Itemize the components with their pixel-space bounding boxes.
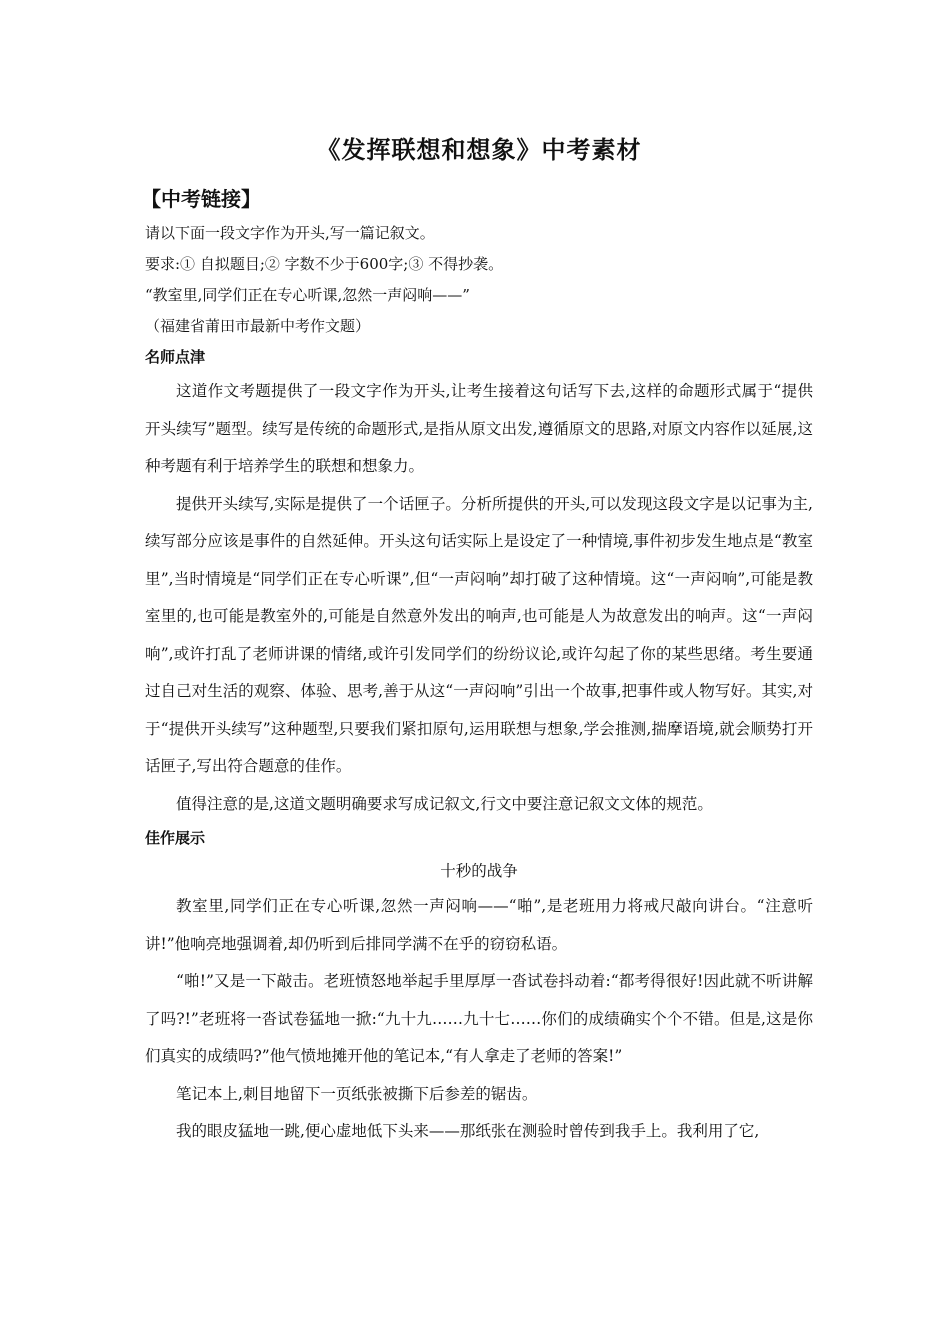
prompt-line: “教室里,同学们正在专心听课,忽然一声闷响——” bbox=[145, 286, 470, 304]
section-heading: 【中考链接】 bbox=[141, 187, 261, 211]
essay-paragraph: “啪!”又是一下敲击。老班愤怒地举起手里厚厚一沓试卷抖动着:“都考得很好!因此就不听讲解了吗?!”老班将一沓试卷猛地一掀:“九十九……九十七……你们的成绩确实个个不错。但是,这是你们真实的成绩吗?”他气愤地摊开他的笔记本,“有人拿走了老师的答案!” bbox=[145, 972, 813, 1065]
essay-paragraph: 教室里,同学们正在专心听课,忽然一声闷响——“啪”,是老班用力将戒尺敲向讲台。“注意听讲!”他响亮地强调着,却仍听到后排同学满不在乎的窃窃私语。 bbox=[145, 897, 813, 953]
prompt-line: 要求:① 自拟题目;② 字数不少于600字;③ 不得抄袭。 bbox=[145, 255, 504, 273]
prompt-source-line: （福建省莆田市最新中考作文题） bbox=[145, 317, 371, 335]
essay-paragraph: 我的眼皮猛地一跳,便心虚地低下头来——那纸张在测验时曾传到我手上。我利用了它, bbox=[176, 1122, 760, 1140]
document-title: 《发挥联想和想象》中考素材 bbox=[316, 136, 642, 164]
teacher-paragraph: 这道作文考题提供了一段文字作为开头,让考生接着这句话写下去,这样的命题形式属于“提供开头续写”题型。续写是传统的命题形式,是指从原文出发,遵循原文的思路,对原文内容作以延展,这种考题有利于培养学生的联想和想象力。 bbox=[145, 382, 813, 475]
teacher-heading: 名师点津 bbox=[145, 348, 206, 366]
teacher-paragraph: 值得注意的是,这道文题明确要求写成记叙文,行文中要注意记叙文文体的规范。 bbox=[176, 794, 713, 813]
essay-title: 十秒的战争 bbox=[440, 862, 518, 880]
document-content bbox=[141, 130, 813, 1151]
teacher-paragraph: 提供开头续写,实际是提供了一个话匣子。分析所提供的开头,可以发现这段文字是以记事为主,续写部分应该是事件的自然延伸。开头这句话实际上是设定了一种情境,事件初步发生地点是“教室里”,当时情境是“同学们正在专心听课”,但“一声闷响”却打破了这种情境。这“一声闷响”,可能是教室里的,也可能是教室外的,可能是自然意外发出的响声,也可能是人为故意发出的响声。这“一声闷响”,或许打乱了老师讲课的情绪,或许引发同学们的纷纷议论,或许勾起了你的某些思绪。考生要通过自己对生活的观察、体验、思考,善于从这“一声闷响”引出一个故事,把事件或人物写好。其实,对于“提供开头续写”这种题型,只要我们紧扣原句,运用联想与想象,学会推测,揣摩语境,就会顺势打开话匣子,写出符合题意的佳作。 bbox=[145, 494, 813, 775]
showcase-heading: 佳作展示 bbox=[145, 829, 206, 847]
prompt-line: 请以下面一段文字作为开头,写一篇记叙文。 bbox=[145, 224, 435, 242]
essay-paragraph: 笔记本上,刺目地留下一页纸张被撕下后参差的锯齿。 bbox=[176, 1084, 538, 1103]
